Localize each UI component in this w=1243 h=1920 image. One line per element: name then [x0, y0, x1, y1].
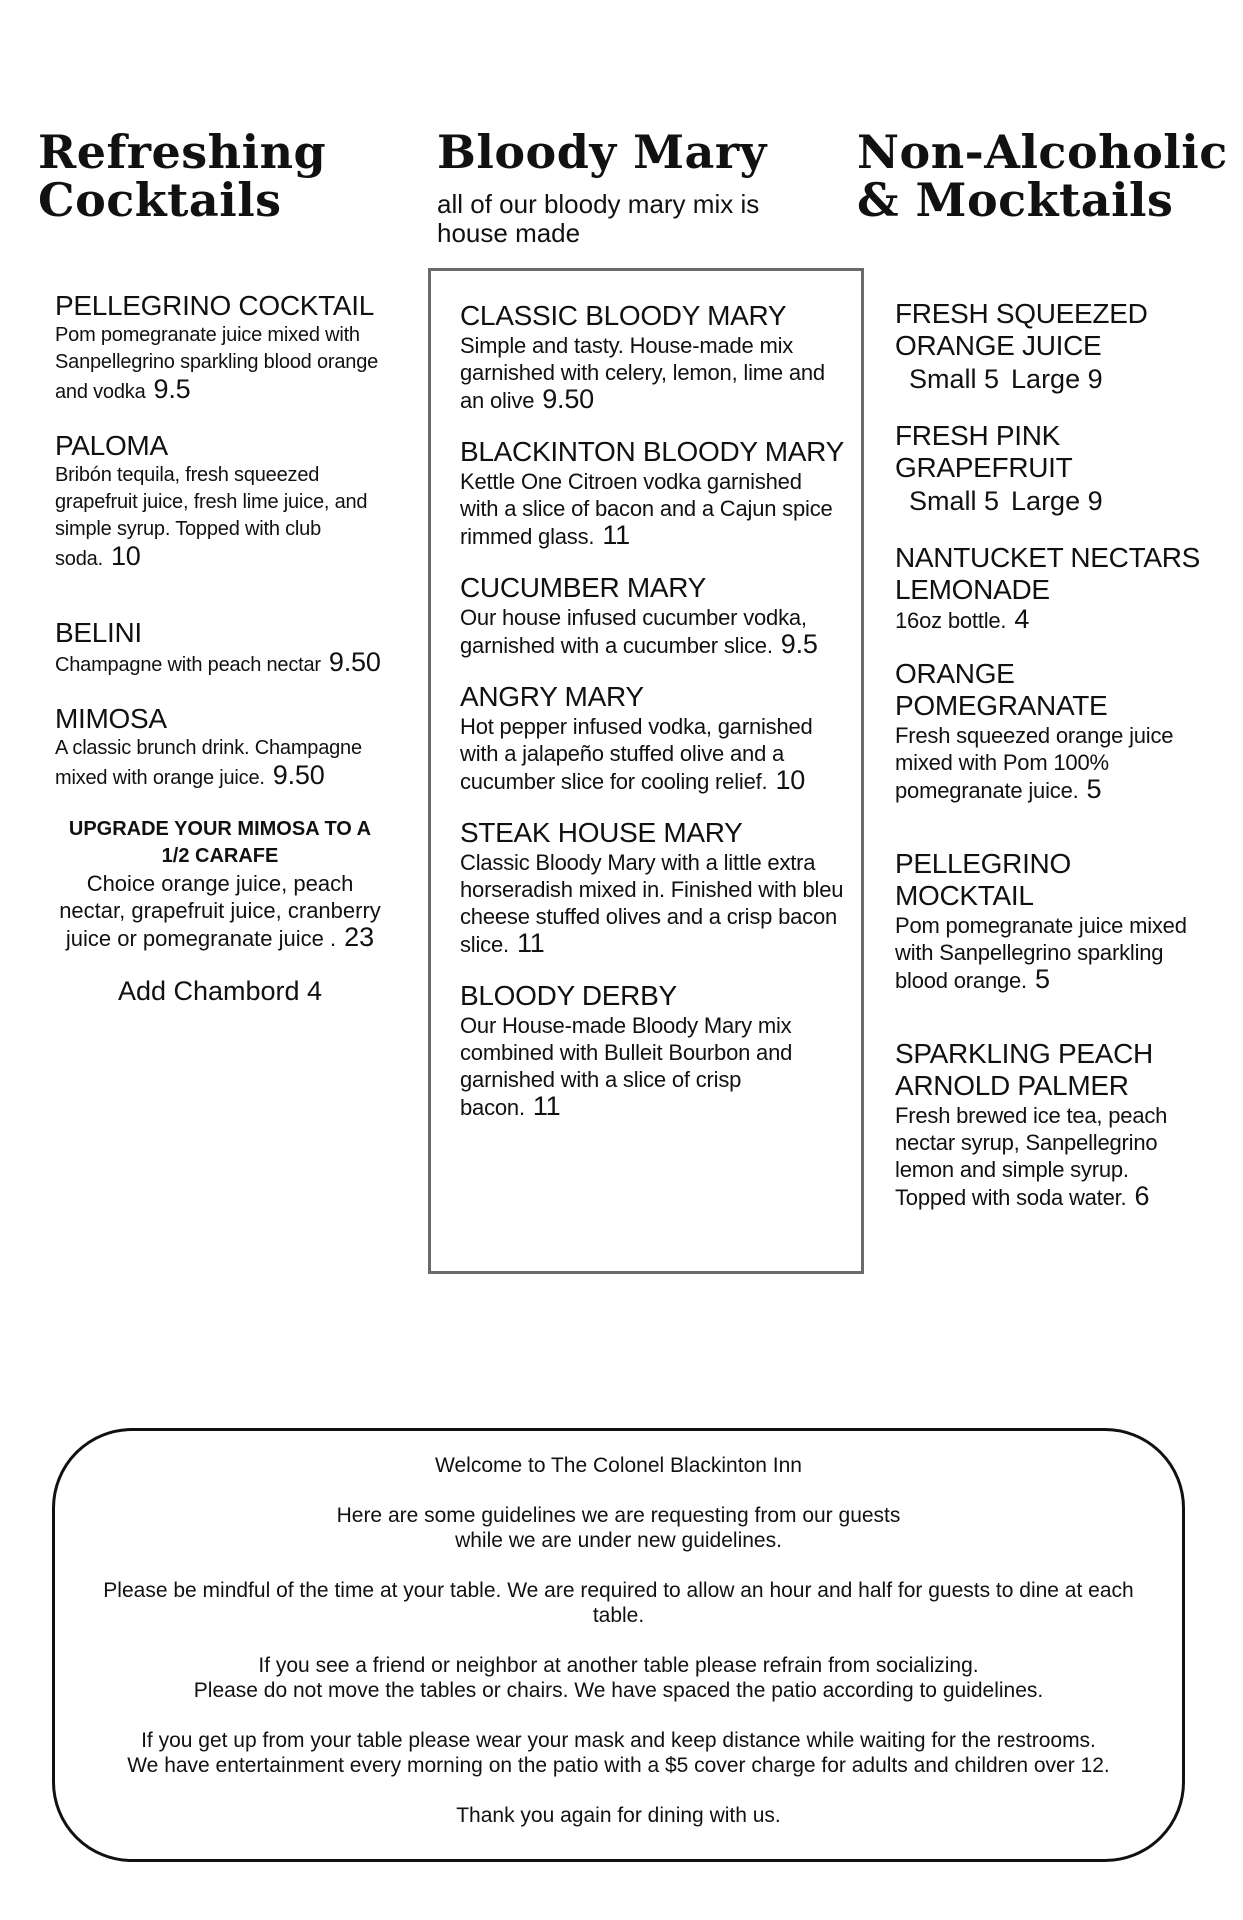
- item-sizes: [895, 362, 1205, 396]
- upgrade-price: 23: [344, 922, 375, 952]
- item-price: 4: [1014, 604, 1030, 634]
- item-price: 9.5: [780, 629, 818, 659]
- item-description: [55, 649, 385, 679]
- item-description-text: Our House-made Bloody Mary mix combined with Bulleit Bourbon and garnished with a slice of crisp bacon.: [460, 1013, 793, 1120]
- notice-mask-entertainment: [95, 1728, 1142, 1778]
- item-name: CUCUMBER MARY: [460, 572, 707, 603]
- item-description: [460, 849, 845, 958]
- bloody-mary-section: [460, 300, 845, 1143]
- item-price: 11: [602, 520, 630, 550]
- item-name: CLASSIC BLOODY MARY: [460, 300, 787, 331]
- item-description-text: Fresh brewed ice tea, peach nectar syrup, Sanpellegrino lemon and simple syrup. Topped with soda water.: [895, 1103, 1168, 1210]
- menu-item: [460, 980, 845, 1121]
- menu-item: [895, 542, 1205, 634]
- notice-tables: Please do not move the tables or chairs. We have spaced the patio according to guidelines.: [193, 1679, 1044, 1702]
- item-description-text: Our house infused cucumber vodka, garnished with a cucumber slice.: [460, 605, 807, 658]
- guidelines-text: [95, 1453, 1142, 1853]
- menu-item: [55, 617, 385, 679]
- item-price: 9.5: [153, 374, 191, 404]
- notice-entertainment: We have entertainment every morning on the patio with a $5 cover charge for adults and children over 12.: [127, 1754, 1110, 1777]
- notice-mask: If you get up from your table please wear your mask and keep distance while waiting for the restrooms.: [141, 1729, 1096, 1752]
- item-description: [895, 722, 1205, 804]
- menu-item: [895, 1038, 1205, 1211]
- item-name: FRESH SQUEEZED ORANGE JUICE: [895, 298, 1148, 361]
- item-name: ORANGE POMEGRANATE: [895, 658, 1108, 721]
- item-name: MIMOSA: [55, 703, 167, 734]
- item-description: [895, 1102, 1205, 1211]
- item-name: PALOMA: [55, 430, 168, 461]
- item-description: [895, 606, 1205, 634]
- guidelines-notice: [52, 1428, 1185, 1862]
- item-description-text: Fresh squeezed orange juice mixed with Pom 100% pomegranate juice.: [895, 723, 1174, 803]
- menu-item: [895, 658, 1205, 804]
- item-price: 10: [775, 765, 806, 795]
- menu-item: [460, 572, 845, 659]
- item-description-text: Pom pomegranate juice mixed with Sanpellegrino sparkling blood orange.: [895, 913, 1187, 993]
- item-description: [55, 322, 385, 406]
- nonalcoholic-heading: [857, 125, 1228, 227]
- mimosa-upgrade: [55, 816, 385, 952]
- item-price: 5: [1086, 774, 1102, 804]
- item-description: [895, 912, 1205, 994]
- notice-time: Please be mindful of the time at your table. We are required to allow an hour and half for guests to dine at each table.: [103, 1579, 1134, 1627]
- item-description-text: Champagne with peach nectar: [55, 654, 321, 676]
- item-sizes: [895, 484, 1205, 518]
- item-description-text: Simple and tasty. House-made mix garnished with celery, lemon, lime and an olive: [460, 333, 825, 413]
- cocktails-heading-line2: Cocktails: [38, 173, 282, 227]
- item-description-text: 16oz bottle.: [895, 608, 1007, 633]
- chambord-addon: Add Chambord 4: [117, 976, 323, 1006]
- notice-thanks: Thank you again for dining with us.: [456, 1804, 781, 1827]
- item-name: BLACKINTON BLOODY MARY: [460, 436, 844, 467]
- bloody-mary-subtitle-line1: all of our bloody mary mix is: [437, 189, 760, 219]
- nonalcoholic-heading-line1: Non-Alcoholic: [857, 125, 1228, 179]
- bloody-mary-heading: Bloody Mary: [437, 125, 767, 179]
- nonalcoholic-section: [895, 298, 1205, 1235]
- size-small: Small 5: [909, 486, 1000, 516]
- nonalcoholic-heading-line2: & Mocktails: [857, 173, 1174, 227]
- item-description: [55, 735, 385, 792]
- menu-item: [895, 298, 1205, 396]
- menu-item: [460, 300, 845, 414]
- menu-item: [460, 817, 845, 958]
- item-description-text: Pom pomegranate juice mixed with Sanpellegrino sparkling blood orange and vodka: [55, 324, 379, 403]
- item-description-text: Classic Bloody Mary with a little extra horseradish mixed in. Finished with bleu cheese stuffed olives and a crisp bacon slice.: [460, 850, 844, 957]
- bloody-mary-subtitle-line2: house made: [437, 218, 581, 248]
- item-name: BLOODY DERBY: [460, 980, 677, 1011]
- item-price: 11: [532, 1091, 561, 1121]
- size-small: Small 5: [909, 364, 1000, 394]
- item-description-text: A classic brunch drink. Champagne mixed with orange juice.: [55, 737, 362, 789]
- item-description: [460, 332, 845, 414]
- item-price: 9.50: [328, 647, 381, 677]
- menu-item: [460, 436, 845, 550]
- notice-social-tables: [95, 1653, 1142, 1703]
- cocktails-heading-line1: Refreshing: [38, 125, 327, 179]
- item-name: PELLEGRINO MOCKTAIL: [895, 848, 1071, 911]
- item-name: BELINI: [55, 617, 142, 648]
- item-description: [460, 604, 845, 659]
- item-price: 5: [1034, 964, 1050, 994]
- notice-intro: Here are some guidelines we are requesting from our guests while we are under new guidelines.: [336, 1504, 901, 1552]
- item-name: ANGRY MARY: [460, 681, 644, 712]
- item-description: [460, 713, 845, 795]
- item-name: PELLEGRINO COCKTAIL: [55, 290, 374, 321]
- item-description-text: Kettle One Citroen vodka garnished with a slice of bacon and a Cajun spice rimmed glass.: [460, 469, 833, 549]
- cocktails-section: [55, 290, 385, 1007]
- item-price: 6: [1134, 1181, 1150, 1211]
- upgrade-description-text: Choice orange juice, peach nectar, grapefruit juice, cranberry juice or pomegranate juice .: [59, 871, 381, 951]
- item-name: FRESH PINK GRAPEFRUIT: [895, 420, 1073, 483]
- notice-welcome: Welcome to The Colonel Blackinton Inn: [435, 1454, 802, 1477]
- menu-item: [895, 848, 1205, 994]
- item-name: NANTUCKET NECTARS LEMONADE: [895, 542, 1201, 605]
- item-price: 11: [516, 928, 545, 958]
- cocktails-heading: [38, 125, 327, 227]
- menu-item: [460, 681, 845, 795]
- item-name: STEAK HOUSE MARY: [460, 817, 743, 848]
- size-large: Large 9: [1011, 486, 1103, 516]
- item-description: [460, 1012, 845, 1121]
- bloody-mary-subtitle: [437, 190, 759, 248]
- upgrade-title: UPGRADE YOUR MIMOSA TO A 1/2 CARAFE: [68, 818, 372, 867]
- menu-item: [55, 290, 385, 406]
- item-name: SPARKLING PEACH ARNOLD PALMER: [895, 1038, 1153, 1101]
- notice-social: If you see a friend or neighbor at another table please refrain from socializing.: [258, 1654, 979, 1677]
- item-price: 9.50: [542, 384, 594, 414]
- item-description-text: Bribón tequila, fresh squeezed grapefruit juice, fresh lime juice, and simple syrup. Topped with club soda.: [55, 464, 368, 570]
- menu-item: [895, 420, 1205, 518]
- item-price: 10: [110, 541, 141, 571]
- size-large: Large 9: [1011, 364, 1103, 394]
- item-price: 9.50: [272, 760, 325, 790]
- item-description-text: Hot pepper infused vodka, garnished with a jalapeño stuffed olive and a cucumber slice for cooling relief.: [460, 714, 813, 794]
- menu-item: [55, 430, 385, 573]
- menu-item: [55, 703, 385, 792]
- item-description: [55, 462, 385, 573]
- item-description: [460, 468, 845, 550]
- upgrade-description: [55, 870, 385, 952]
